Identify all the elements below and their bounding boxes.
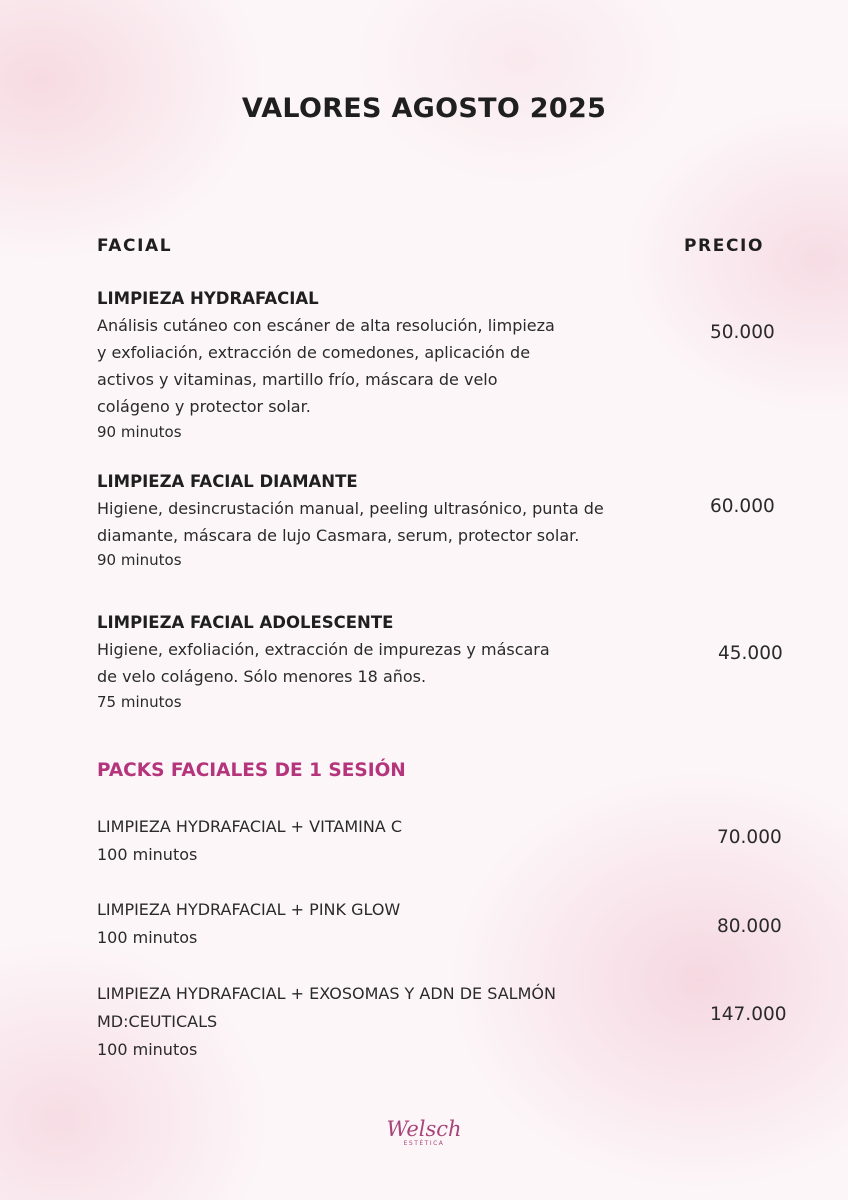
service-duration-hydrafacial: 90 minutos: [97, 423, 182, 441]
pack-name-line: LIMPIEZA HYDRAFACIAL + PINK GLOW: [97, 900, 401, 919]
pack-duration-vitamina-c: 100 minutos: [97, 845, 198, 864]
service-description-diamante: [97, 495, 677, 549]
pack-price-vitamina-c: 70.000: [717, 827, 782, 848]
description-line: colágeno y protector solar.: [97, 397, 311, 416]
pack-name-vitamina-c: [97, 813, 402, 841]
service-price-hydrafacial: 50.000: [710, 322, 775, 343]
pack-price-pink-glow: 80.000: [717, 916, 782, 937]
description-line: diamante, máscara de lujo Casmara, serum, protector solar.: [97, 526, 580, 545]
pack-price-exosomas: 147.000: [710, 1004, 787, 1025]
pack-name-line: LIMPIEZA HYDRAFACIAL + EXOSOMAS Y ADN DE SALMÓN: [97, 984, 556, 1003]
service-price-diamante: 60.000: [710, 496, 775, 517]
pack-duration-pink-glow: 100 minutos: [97, 928, 198, 947]
pack-name-exosomas: [97, 980, 556, 1036]
description-line: Higiene, desincrustación manual, peeling ultrasónico, punta de: [97, 499, 604, 518]
description-line: de velo colágeno. Sólo menores 18 años.: [97, 667, 427, 686]
service-price-adolescente: 45.000: [718, 643, 783, 664]
page-title: VALORES AGOSTO 2025: [241, 93, 607, 124]
service-name-hydrafacial: LIMPIEZA HYDRAFACIAL: [97, 289, 319, 308]
description-line: Higiene, exfoliación, extracción de impurezas y máscara: [97, 640, 550, 659]
service-description-adolescente: [97, 636, 657, 690]
description-line: y exfoliación, extracción de comedones, aplicación de: [97, 343, 531, 362]
service-description-hydrafacial: [97, 312, 657, 420]
logo-name: Welsch: [386, 1117, 462, 1141]
service-duration-diamante: 90 minutos: [97, 551, 182, 569]
facial-column-header: FACIAL: [97, 236, 173, 256]
service-name-diamante: LIMPIEZA FACIAL DIAMANTE: [97, 472, 358, 491]
packs-section-title: PACKS FACIALES DE 1 SESIÓN: [97, 760, 406, 781]
service-name-adolescente: LIMPIEZA FACIAL ADOLESCENTE: [97, 613, 394, 632]
description-line: Análisis cutáneo con escáner de alta resolución, limpieza: [97, 316, 555, 335]
pack-name-line: LIMPIEZA HYDRAFACIAL + VITAMINA C: [97, 817, 403, 836]
logo-subtitle: ESTÉTICA: [403, 1140, 445, 1147]
brand-logo: [384, 1118, 464, 1147]
pack-duration-exosomas: 100 minutos: [97, 1040, 198, 1059]
description-line: activos y vitaminas, martillo frío, máscara de velo: [97, 370, 498, 389]
pack-name-line: MD:CEUTICALS: [97, 1012, 218, 1031]
pack-name-pink-glow: [97, 896, 400, 924]
price-column-header: PRECIO: [684, 236, 765, 256]
service-duration-adolescente: 75 minutos: [97, 693, 182, 711]
